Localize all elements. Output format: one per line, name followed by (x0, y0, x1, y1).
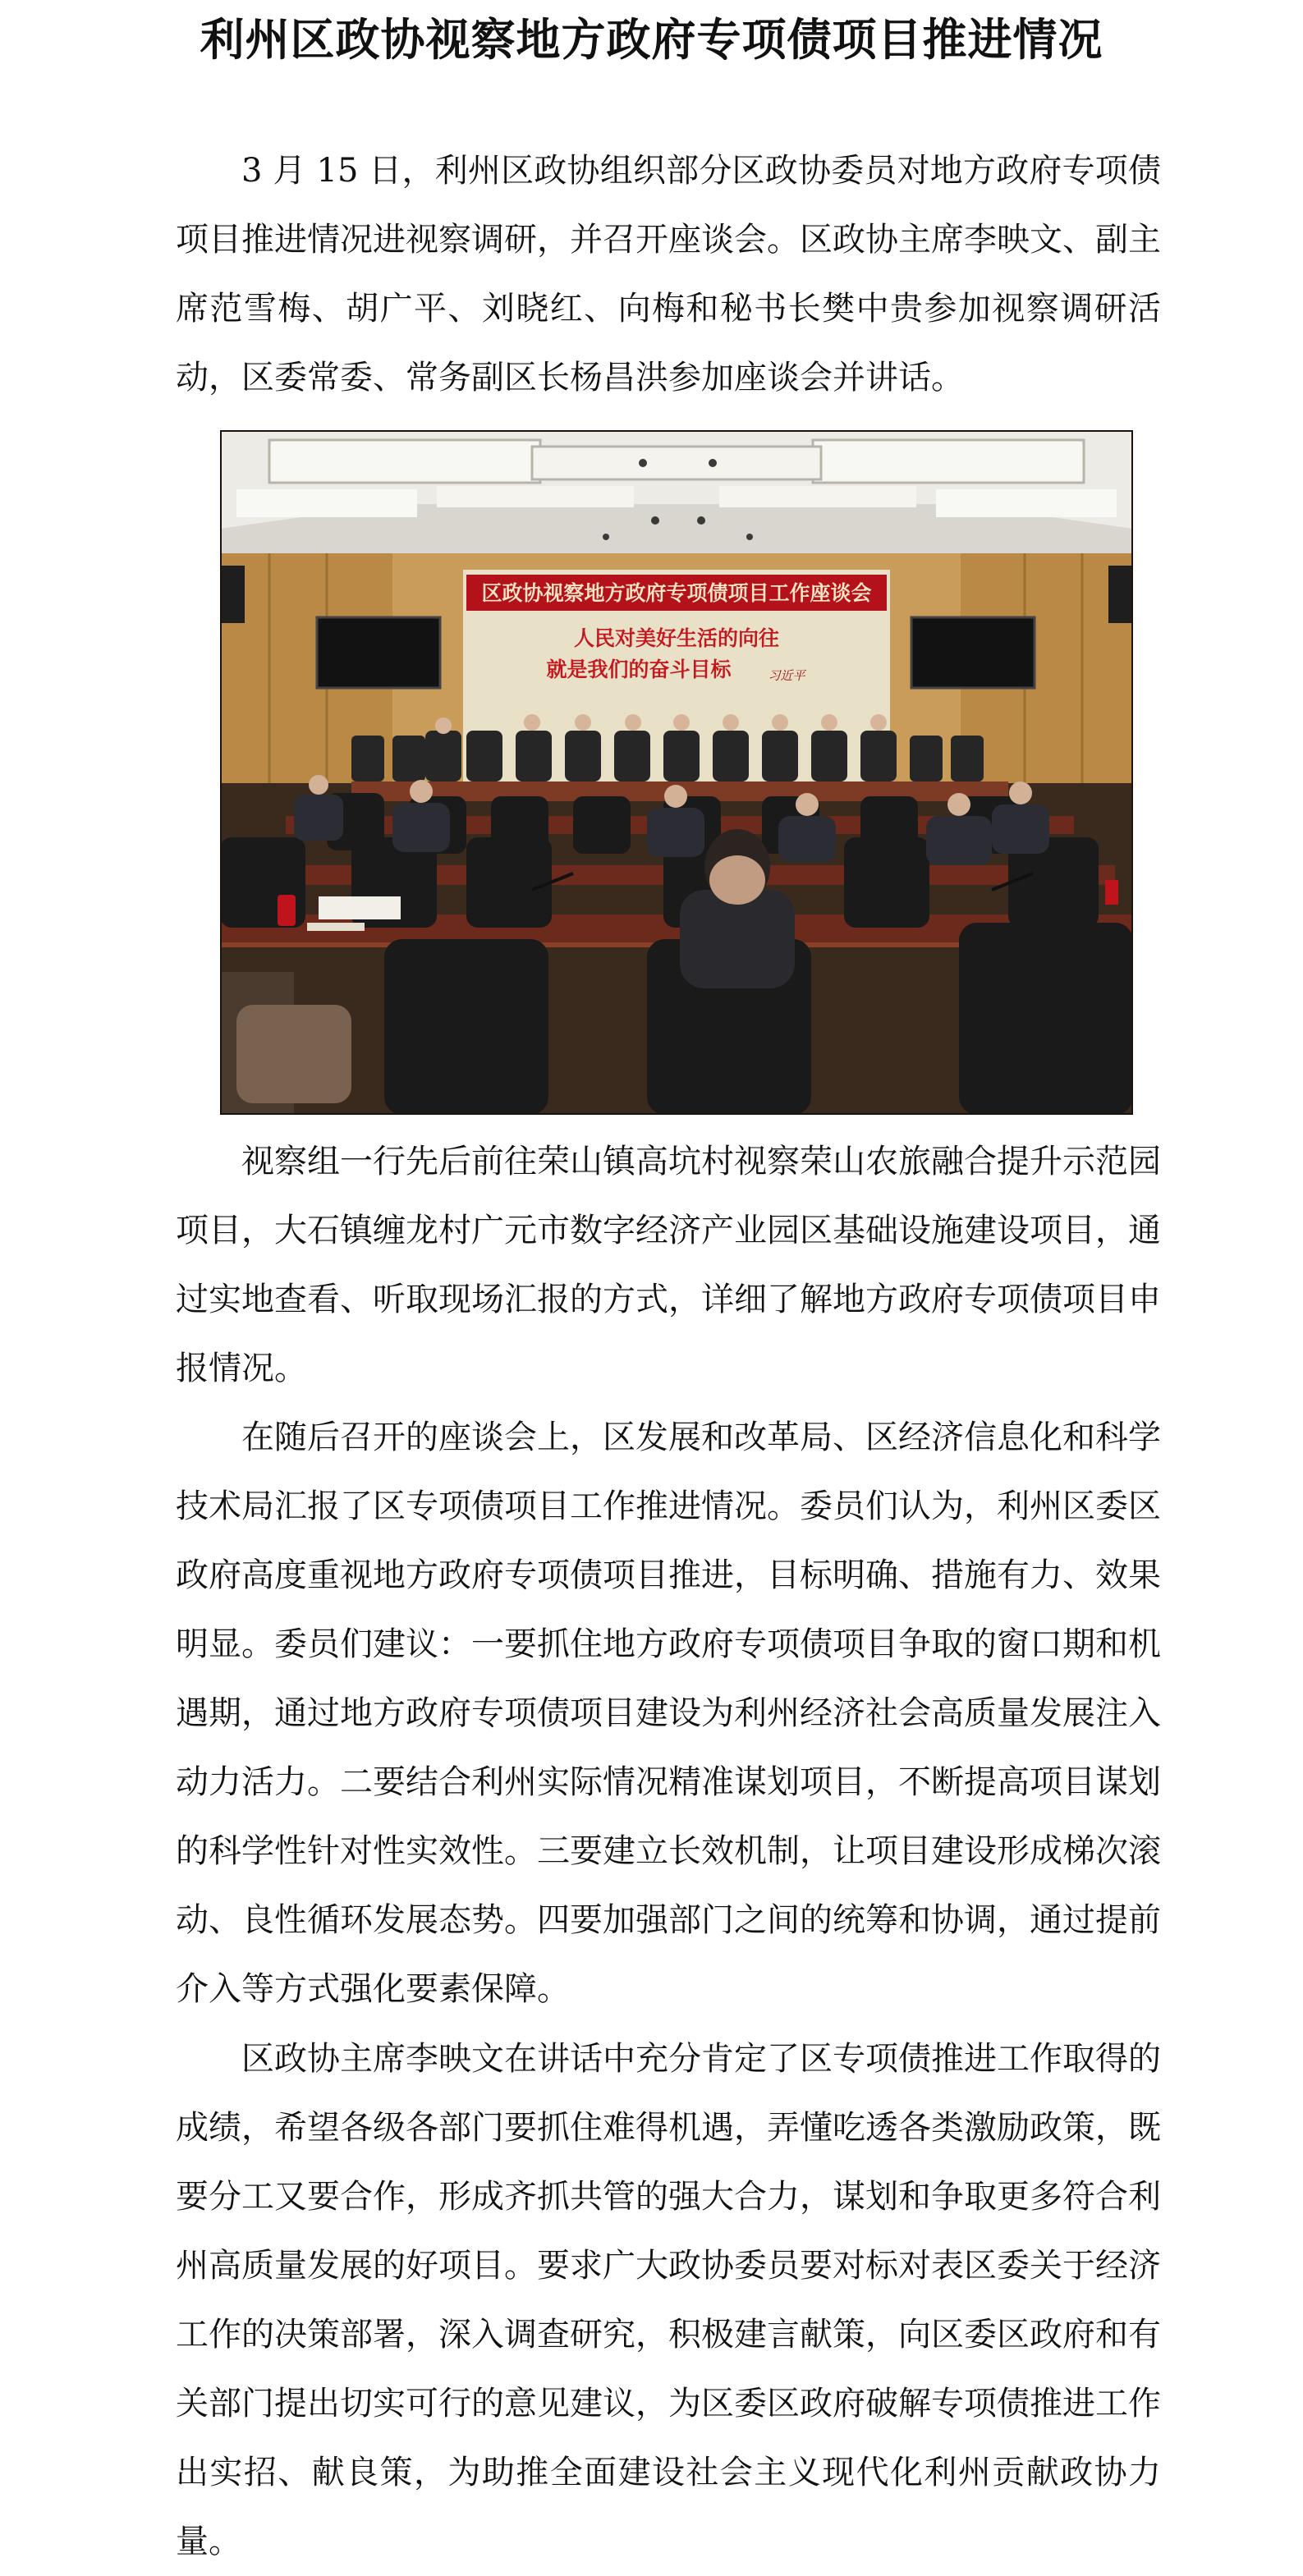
article-paragraph: 区政协主席李映文在讲话中充分肯定了区专项债推进工作取得的成绩，希望各级各部门要抓住难得机遇，弄懂吃透各类激励政策，既要分工又要合作，形成齐抓共管的强大合力，谋划和争取更多符合利州高质量发展的好项目。要求广大政协委员要对标对表区委关于经济工作的决策部署，深入调查研究，积极建言献策，向区委区政府和有关部门提出切实可行的意见建议，为区委区政府破解专项债推进工作出实招、献良策，为助推全面建设社会主义现代化利州贡献政协力量。 (176, 2040, 1161, 2560)
slogan-line-1: 人民对美好生活的向往 (573, 626, 780, 650)
article-paragraph: 在随后召开的座谈会上，区发展和改革局、区经济信息化和科学技术局汇报了区专项债项目工作推进情况。委员们认为，利州区委区政府高度重视地方政府专项债项目推进，目标明确、措施有力、效果明显。委员们建议：一要抓住地方政府专项债项目争取的窗口期和机遇期，通过地方政府专项债项目建设为利州经济社会高质量发展注入动力活力。二要结合利州实际情况精准谋划项目，不断提高项目谋划的科学性针对性实效性。三要建立长效机制，让项目建设形成梯次滚动、良性循环发展态势。四要加强部门之间的统筹和协调，通过提前介入等方式强化要素保障。 (176, 1419, 1161, 2008)
slogan-line-2: 就是我们的奋斗目标 (546, 658, 732, 681)
slogan-signature: 习近平 (768, 668, 805, 683)
meeting-banner: 区政协视察地方政府专项债项目工作座谈会 (481, 581, 872, 605)
article-paragraph: 视察组一行先后前往荣山镇高坑村视察荣山农旅融合提升示范园项目，大石镇缠龙村广元市数字经济产业园区基础设施建设项目，通过实地查看、听取现场汇报的方式，详细了解地方政府专项债项目申报情况。 (176, 1143, 1161, 1387)
article-title: 利州区政协视察地方政府专项债项目推进情况 (200, 13, 1103, 66)
meeting-photo (220, 430, 1133, 1115)
article-paragraph: 3 月 15 日，利州区政协组织部分区政协委员对地方政府专项债项目推进情况进视察调研，并召开座谈会。区政协主席李映文、副主席范雪梅、胡广平、刘晓红、向梅和秘书长樊中贵参加视察调研活动，区委常委、常务副区长杨昌洪参加座谈会并讲话。 (176, 152, 1161, 396)
